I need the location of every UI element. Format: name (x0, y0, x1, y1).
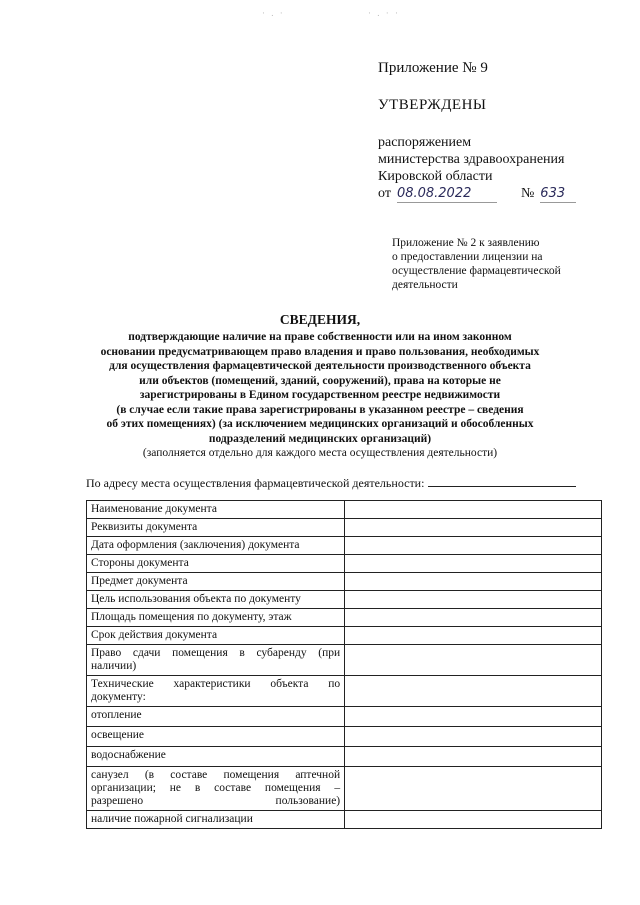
subtitle-line: (в случае если такие права зарегистрированы в указанном реестре – сведения (116, 403, 524, 416)
approval-header (378, 60, 618, 203)
address-label: По адресу места осуществления фармацевтической деятельности: (86, 476, 425, 490)
row-value-cell[interactable] (345, 727, 602, 747)
order-number: 633 (540, 185, 576, 203)
approved-heading: УТВЕРЖДЕНЫ (378, 97, 487, 113)
table-row (87, 573, 602, 591)
subtitle-line: зарегистрированы в Едином государственном реестре недвижимости (139, 389, 501, 401)
subtitle-line: основании предусматривающем право владения и право пользования, необходимых (100, 345, 540, 358)
row-value-cell[interactable] (345, 573, 602, 591)
row-value-cell[interactable] (345, 676, 602, 707)
appendix-note-line: деятельности (392, 279, 458, 291)
row-label: санузел (в составе помещения аптечной организации; не в составе помещения – разрешено пользование) (87, 767, 345, 811)
row-label: Дата оформления (заключения) документа (87, 537, 345, 555)
table-row (87, 519, 602, 537)
row-value-cell[interactable] (345, 519, 602, 537)
table-row (87, 645, 602, 676)
row-label: Право сдачи помещения в субаренду (при наличии) (87, 645, 345, 676)
from-label: от (378, 186, 391, 201)
table-row (87, 676, 602, 707)
subtitle-line: или объектов (помещений, зданий, сооружений), права на которые не (139, 374, 501, 387)
document-title: СВЕДЕНИЯ, (279, 312, 361, 327)
address-field[interactable] (428, 474, 576, 487)
row-label: Наименование документа (87, 501, 345, 519)
subtitle-line: об этих помещениях) (за исключением медицинских организаций и обособленных (106, 418, 534, 430)
row-label: отопление (87, 707, 345, 727)
premises-info-table (86, 500, 602, 829)
address-row (86, 474, 576, 491)
order-line: Кировской области (378, 169, 493, 184)
row-value-cell[interactable] (345, 645, 602, 676)
table-row (87, 747, 602, 767)
appendix-number: Приложение № 9 (378, 60, 488, 76)
scan-artifact-left: · . · (262, 8, 285, 18)
row-value-cell[interactable] (345, 591, 602, 609)
table-row (87, 609, 602, 627)
row-value-cell[interactable] (345, 811, 602, 829)
fill-note: (заполняется отдельно для каждого места осуществления деятельности) (142, 447, 498, 459)
table-row (87, 537, 602, 555)
document-title-block (80, 312, 560, 460)
row-label: наличие пожарной сигнализации (87, 811, 345, 829)
table-row (87, 727, 602, 747)
number-label: № (520, 186, 535, 201)
table-row (87, 627, 602, 645)
appendix-note-line: осуществление фармацевтической (392, 265, 561, 277)
order-date-row (378, 185, 618, 203)
row-value-cell[interactable] (345, 555, 602, 573)
row-label: Цель использования объекта по документу (87, 591, 345, 609)
row-label: Площадь помещения по документу, этаж (87, 609, 345, 627)
row-label: Технические характеристики объекта по документу: (87, 676, 345, 707)
row-value-cell[interactable] (345, 747, 602, 767)
order-date: 08.08.2022 (397, 185, 497, 203)
subtitle-line: подтверждающие наличие на праве собственности или на ином законном (128, 331, 512, 343)
table-row (87, 811, 602, 829)
appendix-note-line: о предоставлении лицензии на (392, 251, 543, 263)
appendix-note-line: Приложение № 2 к заявлению (392, 237, 540, 249)
table-row (87, 767, 602, 811)
scan-artifact-right: · . · · (368, 8, 400, 18)
row-label: Срок действия документа (87, 627, 345, 645)
table-row (87, 501, 602, 519)
order-line: министерства здравоохранения (378, 152, 565, 167)
row-label: Предмет документа (87, 573, 345, 591)
order-issuer (378, 134, 618, 203)
row-value-cell[interactable] (345, 537, 602, 555)
row-value-cell[interactable] (345, 627, 602, 645)
row-label: водоснабжение (87, 747, 345, 767)
row-label: освещение (87, 727, 345, 747)
row-label: Реквизиты документа (87, 519, 345, 537)
order-line: распоряжением (378, 135, 472, 150)
table-row (87, 555, 602, 573)
table-row (87, 591, 602, 609)
table-row (87, 707, 602, 727)
row-label: Стороны документа (87, 555, 345, 573)
subtitle-line: подразделений медицинских организаций) (208, 432, 432, 445)
subtitle-line: для осуществления фармацевтической деятельности производственного объекта (109, 360, 531, 372)
row-value-cell[interactable] (345, 767, 602, 811)
application-appendix-note (392, 236, 607, 292)
row-value-cell[interactable] (345, 609, 602, 627)
row-value-cell[interactable] (345, 707, 602, 727)
row-value-cell[interactable] (345, 501, 602, 519)
